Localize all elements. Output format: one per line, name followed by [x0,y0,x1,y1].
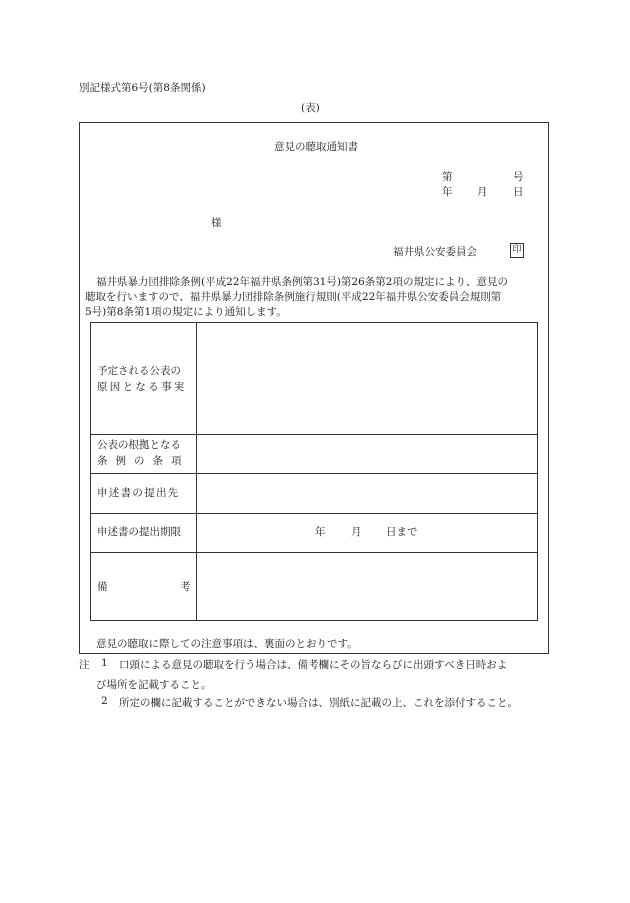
number-suffix: 号 [513,171,524,183]
footer-note: 意見の聴取に際しての注意事項は、裏面のとおりです。 [96,638,358,650]
remarks-field[interactable] [197,553,537,620]
deadline-label: 申述書の提出期限 [97,526,181,538]
submit-to-field[interactable] [197,474,537,512]
basis-label-line-1: 公表の根拠となる [97,439,181,451]
reason-label [97,363,191,395]
notes-label: 注 [79,659,90,671]
remarks-label-char-1: 備 [97,581,108,593]
date-day: 日 [513,186,524,198]
basis-label [97,437,191,469]
date-month: 月 [477,186,488,198]
deadline-year: 年 [315,526,326,538]
deadline-day: 日まで [386,526,418,538]
reason-label-line-2: 原因となる事実 [97,381,187,393]
notice-body [85,275,547,320]
reason-field[interactable] [197,324,537,433]
note-1-line-1: 口頭による意見の聴取を行う場合は、備考欄にその旨ならびに出頭すべき日時およ [119,659,508,671]
issuer: 福井県公安委員会 [393,246,477,258]
date-year: 年 [442,186,453,198]
note-2-number: 2 [101,695,108,707]
submit-to-label: 申述書の提出先 [97,487,180,499]
basis-label-line-2: 条例の条項 [97,455,190,467]
note-2-text: 所定の欄に記載することができない場合は、別紙に記載の上、これを添付すること。 [119,697,518,709]
number-label: 第 [442,171,453,183]
remarks-label-char-2: 考 [180,581,191,593]
body-line-1: 福井県暴力団排除条例(平成22年福井県条例第31号)第26条第2項の規定により、意見の [96,276,508,288]
note-1-line-2: び場所を記載すること。 [96,679,212,691]
seal-mark: 印 [510,243,524,258]
side-label: (表) [301,102,320,114]
row-divider [91,513,537,514]
body-line-2: 聴取を行いますので、福井県暴力団排除条例施行規則(平成22年福井県公安委員会規則第 [85,291,502,303]
basis-field[interactable] [197,435,537,472]
addressee-suffix: 様 [211,217,222,229]
form-number: 別記様式第6号(第8条関係) [79,82,206,94]
reason-label-line-1: 予定される公表の [97,365,181,377]
note-1-number: 1 [101,657,108,669]
deadline-month: 月 [351,526,362,538]
body-line-3: 5号)第8条第1項の規定により通知します。 [85,306,287,318]
form-title: 意見の聴取通知書 [274,141,358,153]
details-table [90,322,538,621]
